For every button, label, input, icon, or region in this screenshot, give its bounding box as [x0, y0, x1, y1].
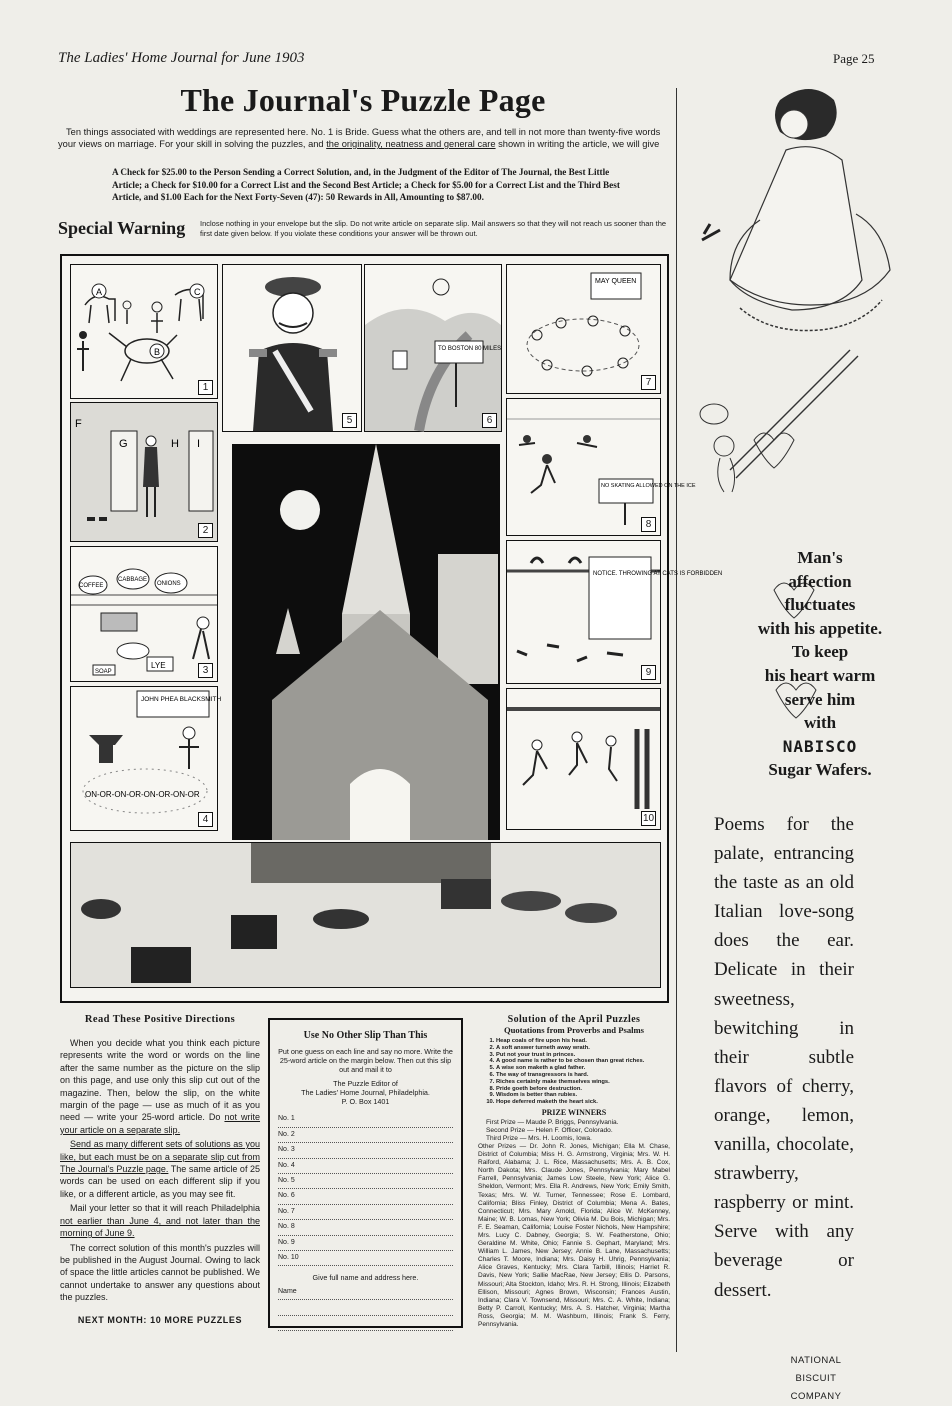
directions-paragraph-4: The correct solution of this month's puzzles will be published in the August Journal. Owing to lack of space the little articles cannot be published. We cannot undertake to answer any questions about the puzzles. [60, 1242, 260, 1303]
headline-line: fluctuates [784, 595, 856, 615]
race-illustration [507, 689, 660, 829]
panel-number: 6 [482, 413, 497, 428]
first-prize: First Prize — Maude P. Briggs, Pennsylvania. [486, 1118, 619, 1126]
answer-line-10[interactable]: No. 10 [278, 1251, 453, 1266]
solution-subheading: Quotations from Proverbs and Psalms [503, 1025, 645, 1035]
slip-answer-lines [278, 1112, 453, 1266]
puzzle-panel-5 [222, 264, 362, 432]
letter-a-label: A [96, 287, 103, 297]
slip-address-line: P. O. Box 1401 [341, 1097, 390, 1107]
answer-line-8[interactable]: No. 8 [278, 1220, 453, 1235]
letter-c-label: C [194, 287, 201, 297]
solution-item: 3. Put not your trust in princes. [496, 1052, 670, 1059]
panel-number: 4 [198, 812, 213, 827]
intro-text-b: shown in writing the article, we will give [495, 139, 660, 149]
puzzle-panel-1 [70, 264, 218, 399]
prize-offer: A Check for $25.00 to the Person Sending a Correct Solution, and, in the Judgment of the Editor of The Journal, the Best Little Article; a Check for $10.00 for a Correct List and the Second Best Article; a Check for $5.00 for a Correct List and the Third Best Article, and $1.00 Each for the Next Forty-Seven (47): 50 Rewards in All, Amounting to $87.00. [112, 167, 620, 202]
directions-p1-text: When you decide what you think each picture represents write the word or words on the line after the same number as the picture on the slip on this page, and use only this slip cut out of the magazine. Then, below the slip, on the white margin of the page — use as much of it as you need — write your 25-word article. Do [60, 1038, 260, 1123]
address-line-1[interactable] [278, 1300, 453, 1315]
may-queen-label: MAY QUEEN [595, 278, 637, 285]
soldier-illustration [223, 265, 361, 431]
carriages-illustration [71, 843, 660, 987]
panel-number: 9 [641, 665, 656, 680]
headline-line: with his appetite. [757, 618, 883, 638]
door-i-label: I [197, 438, 201, 450]
directions-p2-text: The same article of 25 words can be used on each different slip if you like, or a different article, as you may see fit. [60, 1164, 260, 1199]
advert-headline [692, 546, 948, 782]
puzzle-panel-10 [506, 688, 661, 830]
puzzle-panel-3 [70, 546, 218, 682]
page-number: Page 25 [833, 51, 875, 66]
panel-number: 8 [641, 517, 656, 532]
next-month-note: NEXT MONTH: 10 MORE PUZZLES [77, 1314, 243, 1325]
church-night-scene [230, 442, 502, 842]
brand-name: NABISCO [782, 736, 858, 756]
solution-item: 7. Riches certainly make themselves wings. [496, 1079, 670, 1086]
hotel-doors-illustration [71, 403, 217, 541]
company-line: COMPANY [790, 1391, 842, 1402]
solution-column [478, 1014, 670, 1329]
directions-paragraph-3 [60, 1202, 260, 1239]
cabbage-label: CABBAGE [118, 577, 148, 583]
directions-paragraph-2 [60, 1138, 260, 1200]
answer-line-1[interactable]: No. 1 [278, 1112, 453, 1127]
slip-heading: Use No Other Slip Than This [303, 1030, 428, 1041]
answer-line-4[interactable]: No. 4 [278, 1159, 453, 1174]
nabisco-advertisement [690, 70, 950, 1402]
headline-line: with [803, 713, 837, 733]
third-prize: Third Prize — Mrs. H. Loomis, Iowa. [486, 1134, 592, 1142]
directions-heading: Read These Positive Directions [84, 1014, 236, 1025]
slip-instructions: Put one guess on each line and say no more. Write the 25-word article on the margin below. Then cut this slip out and mail it to [278, 1047, 453, 1074]
boston-sign-label: TO BOSTON 80 MILES [438, 346, 502, 352]
street-scene [70, 842, 661, 988]
directions-p1-underlined: not write your article on a separate slip. [60, 1112, 261, 1135]
special-warning-text: Inclose nothing in your envelope but the slip. Do not write article on separate slip. Mail answers so that they will not reach us sooner than the first date given below. If you violate these conditions your answer will be thrown out. [200, 219, 667, 238]
panel-number: 5 [342, 413, 357, 428]
solution-item: 9. Wisdom is better than rubies. [496, 1092, 670, 1099]
puzzle-illustration [60, 254, 723, 1003]
address-line-2[interactable] [278, 1316, 453, 1331]
door-g-label: G [119, 438, 128, 450]
magazine-header: The Ladies' Home Journal for June 1903 [58, 50, 305, 66]
soap-label: SOAP [95, 669, 112, 675]
solution-item: 1. Heap coals of fire upon his head. [496, 1038, 670, 1045]
entry-slip[interactable] [268, 1018, 463, 1328]
church-illustration [232, 444, 500, 840]
advert-poem: Poems for the palate, entrancing the taste as an old Italian love-song does the ear. Delicate in their sweetness, bewitching in their subtle flavors of cherry, orange, lemon, vanilla, chocolate, strawberry, raspberry or mint. Serve with any beverage or dessert. [714, 814, 854, 1301]
headline-line: affection [788, 571, 852, 591]
column-divider [676, 88, 677, 1352]
cats-notice-illustration [507, 541, 723, 683]
puzzle-panel-9 [506, 540, 723, 684]
other-prizes: Other Prizes — Dr. John R. Jones, Michigan; Ella M. Chase, District of Columbia; Miss H. G. Armstrong, Virginia; Mrs. W. H. Raiford, Alabama; J. L. Rice, Massachusetts; Mrs. A. B. Cox, North Dakota; Mrs. Claude Jones, Pennsylvania; Mary Mabel Farrell, Pennsylvania; James Low Steele, New York; Alice G. Sheldon, Vermont; Mrs. Ella R. Andrews, New York; Emily Smith, Texas; Mrs. W. W. Turner, Tennessee; Rose E. Lombard, California; Bliss Finley, District of Columbia; Mena A. Bates, Connecticut; Mrs. Mary Arnold, Florida; Alice W. McKenney, Maine; W. B. Lomas, New York; Olivia M. Du Bois, Michigan; Mrs. F. E. Seaman, California; Louise Foster Nichols, New Hampshire; Mrs. Lucy C. Dabney, Georgia; S. W. Featherstone, Ohio; Geraldine M. White, Ohio; Fannie S. Gephart, Maryland; Mrs. William L. James, New Jersey; Annie B. Lane, Massachusetts; Charles T. Moore, Indiana; Mrs. Daisy H. Uhrig, Pennsylvania; Alice Graves, Kentucky; Mrs. Clara Tarbill, Illinois; Harriet R. Davis, New York; Sallie MacRae, New Jersey; Ellis D. Parsons, Missouri; Alta Stockton, Idaho; Mrs. R. H. Strong, Illinois; Elizabeth Ellison, Missouri; Agnes Brown, Wisconsin; Frances Austin, Indiana; Clara V. Townsend, Missouri; Mrs. C. A. White, Indiana; Betty P. Carroll, Kentucky; Mrs. A. S. Hatcher, Virginia; Martha Ross, Georgia; M. M. Washburn, Illinois; Frank S. Ferry, Pennsylvania. [478, 1142, 670, 1329]
solution-item: 6. The way of transgressors is hard. [496, 1072, 670, 1079]
product-name: Sugar Wafers. [768, 760, 872, 780]
panel-number: 1 [198, 380, 213, 395]
panel-number: 10 [642, 813, 655, 824]
solution-item: 10. Hope deferred maketh the heart sick. [496, 1099, 670, 1106]
headline-line: Man's [797, 548, 843, 567]
cats-notice-label: NOTICE. THROWING AT CATS IS FORBIDDEN [593, 571, 723, 577]
page-title: The Journal's Puzzle Page [180, 82, 546, 118]
door-f-label: F [75, 418, 82, 430]
solution-list [478, 1038, 670, 1106]
name-line[interactable]: Name [278, 1285, 453, 1300]
may-queen-illustration [507, 265, 660, 393]
coffee-label: COFFEE [79, 583, 104, 589]
slip-address-line: The Puzzle Editor of [333, 1079, 398, 1089]
puzzle-panel-8 [506, 398, 696, 536]
onions-label: ONIONS [157, 581, 181, 587]
blacksmith-sign-label: JOHN PHEA BLACKSMITH [141, 696, 222, 703]
second-prize: Second Prize — Helen F. Officer, Colorado. [486, 1126, 613, 1134]
special-warning-heading: Special Warning [58, 218, 186, 238]
answer-line-2[interactable]: No. 2 [278, 1128, 453, 1143]
panel-number: 3 [198, 663, 213, 678]
directions-column [60, 1014, 260, 1328]
directions-paragraph-1 [60, 1037, 260, 1136]
slip-address-line: The Ladies' Home Journal, Philadelphia. [301, 1088, 430, 1098]
panel-number: 7 [641, 375, 656, 390]
headline-line: serve him [784, 689, 856, 709]
answer-line-5[interactable]: No. 5 [278, 1174, 453, 1189]
skating-illustration [507, 399, 696, 535]
puzzle-panel-7 [506, 264, 661, 394]
headline-line: To keep [791, 642, 849, 662]
directions-p2-underlined: Send as many different sets of solutions as you like, but each must be on a separate slip cut from The Journal's Puzzle page. [60, 1139, 260, 1175]
answer-line-3[interactable]: No. 3 [278, 1143, 453, 1158]
puzzle-panel-6 [364, 264, 502, 432]
kitchen-illustration [71, 547, 217, 681]
company-line: NATIONAL [790, 1355, 842, 1366]
slip-address [278, 1079, 453, 1106]
intro-text-a: Ten things associated with weddings are represented here. No. 1 is Bride. Guess what the others are, and tell in not more than twenty-five words your views on marriage. For your skill in solving the puzzles, and [58, 127, 661, 149]
intro-underlined: the originality, neatness and general care [326, 139, 496, 149]
puzzle-panel-2 [70, 402, 218, 542]
company-name [756, 1352, 876, 1406]
horses-illustration [71, 265, 217, 398]
answer-line-7[interactable]: No. 7 [278, 1205, 453, 1220]
answer-line-6[interactable]: No. 6 [278, 1189, 453, 1204]
intro-paragraph [58, 126, 670, 150]
directions-p3-underlined: not earlier than June 4, and not later than the morning of June 9. [60, 1215, 260, 1239]
solution-heading: Solution of the April Puzzles [507, 1014, 641, 1025]
puzzle-panel-4 [70, 686, 222, 831]
solution-item: 8. Pride goeth before destruction. [496, 1086, 670, 1093]
directions-p3-text: Mail your letter so that it will reach Philadelphia [70, 1203, 260, 1214]
solution-item: 5. A wise son maketh a glad father. [496, 1065, 670, 1072]
prize-winners-heading: PRIZE WINNERS [541, 1107, 607, 1117]
door-h-label: H [171, 438, 179, 450]
answer-line-9[interactable]: No. 9 [278, 1236, 453, 1251]
letter-b-label: B [154, 347, 161, 357]
panel-number: 2 [198, 523, 213, 538]
slip-give-address: Give full name and address here. [312, 1273, 419, 1283]
skating-sign-label: NO SKATING ALLOWED ON THE ICE [601, 483, 696, 489]
lye-label: LYE [151, 661, 166, 670]
solution-item: 2. A soft answer turneth away wrath. [496, 1045, 670, 1052]
country-road-illustration [365, 265, 501, 431]
ring-text-label: ON-OR-ON-OR-ON-OR-ON-OR [85, 790, 200, 799]
company-line: BISCUIT [795, 1373, 837, 1384]
headline-line: his heart warm [764, 665, 876, 685]
solution-item: 4. A good name is rather to be chosen than great riches. [496, 1058, 670, 1065]
blacksmith-illustration [71, 687, 222, 830]
